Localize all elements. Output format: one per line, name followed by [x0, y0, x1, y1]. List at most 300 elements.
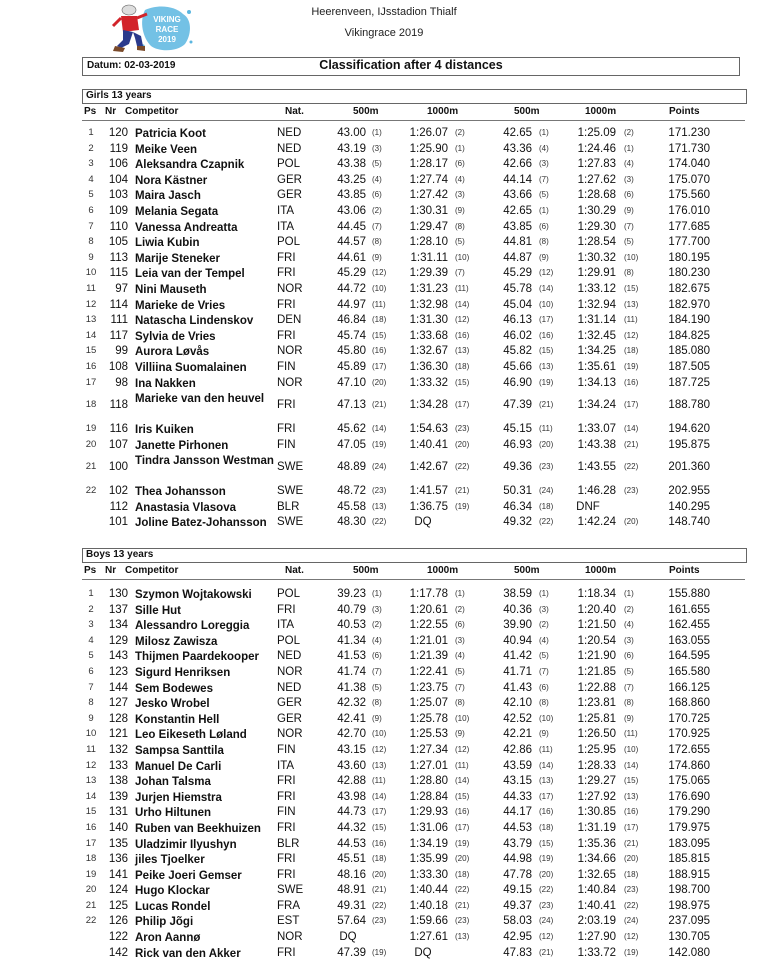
rank-1000m-1-cell: (2) [455, 604, 465, 614]
time-1000m-2-cell: 1:34.66 [577, 853, 616, 866]
time-1000m-2-cell: 1:27.90 [577, 931, 616, 944]
bib-number-cell: 118 [109, 399, 128, 412]
col-1000m-1: 1000m [427, 565, 459, 576]
table-row [0, 744, 768, 760]
time-1000m-1-cell: 1:30.31 [409, 204, 448, 217]
table-row [0, 205, 768, 221]
bib-number-cell: 125 [108, 899, 128, 912]
bib-number-cell: 121 [108, 728, 128, 741]
time-1000m-1-cell: 1:27.34 [409, 743, 448, 756]
competitor-name-cell: Hugo Klockar [135, 885, 210, 898]
rank-1000m-2-cell: (1) [624, 589, 634, 598]
time-1000m-1-cell: 1:32.67 [409, 345, 448, 358]
title-box [82, 57, 740, 76]
rank-1000m-1-cell: (23) [455, 424, 470, 434]
rank-500m-2-cell: (6) [539, 682, 549, 692]
time-500m-2-cell: 41.71 [503, 665, 532, 678]
page-title: Classification after 4 distances [319, 58, 503, 72]
position-cell: 17 [85, 376, 97, 388]
time-500m-1-cell: 44.53 [337, 837, 366, 850]
rank-1000m-1-cell: (12) [455, 315, 470, 325]
position-cell: 13 [85, 314, 97, 326]
rank-1000m-2-cell: (10) [624, 744, 639, 754]
points-cell: 130.705 [668, 931, 710, 944]
table-row [0, 158, 768, 174]
category-header-boys [82, 548, 747, 563]
time-1000m-1-cell: 1:36.75 [409, 500, 448, 513]
time-1000m-2-cell: 1:34.25 [577, 345, 616, 358]
table-row [0, 221, 768, 237]
rank-1000m-2-cell: (10) [624, 252, 639, 262]
time-500m-2-cell: 43.85 [503, 220, 532, 233]
nationality-cell: ITA [277, 220, 295, 233]
time-500m-2-cell: 43.66 [503, 189, 532, 202]
rank-500m-1-cell: (11) [372, 776, 386, 786]
rank-1000m-1-cell: (14) [455, 776, 470, 786]
rank-500m-1-cell: (23) [372, 916, 387, 926]
points-cell: 162.455 [668, 619, 710, 632]
rank-1000m-1-cell: (12) [455, 744, 470, 754]
rank-500m-2-cell: (3) [539, 159, 549, 169]
nationality-cell: POL [277, 634, 301, 647]
points-cell: 185.815 [668, 853, 710, 866]
competitor-name-cell: Thea Johansson [135, 486, 226, 499]
points-cell: 175.070 [668, 173, 710, 186]
rank-1000m-1-cell: (11) [455, 760, 469, 770]
nationality-cell: NED [277, 127, 302, 139]
results-table-girls [0, 127, 768, 532]
bib-number-cell: 132 [108, 743, 128, 756]
time-1000m-1-cell: 1:33.30 [409, 868, 448, 881]
time-1000m-1-cell: 1:40.18 [409, 899, 448, 912]
bib-number-cell: 106 [108, 158, 128, 171]
points-cell: 140.295 [668, 500, 710, 513]
rank-500m-2-cell: (13) [539, 776, 554, 786]
bib-number-cell: 140 [108, 821, 128, 834]
time-500m-2-cell: 40.36 [503, 603, 532, 616]
nationality-cell: NOR [277, 345, 303, 358]
rank-1000m-1-cell: (15) [455, 377, 470, 387]
points-cell: 201.360 [668, 461, 710, 474]
rank-1000m-2-cell: (6) [624, 651, 634, 661]
table-row [0, 454, 768, 485]
svg-text:RACE: RACE [155, 25, 179, 34]
time-500m-1-cell: 44.97 [337, 298, 366, 311]
time-500m-1-cell: 48.30 [337, 516, 366, 529]
rank-500m-1-cell: (3) [372, 604, 382, 614]
rank-500m-2-cell: (14) [539, 760, 554, 770]
rank-1000m-2-cell: (4) [624, 159, 634, 169]
rank-500m-2-cell: (10) [539, 299, 554, 309]
bib-number-cell: 142 [108, 946, 128, 959]
rank-500m-1-cell: (11) [372, 299, 386, 309]
rank-1000m-2-cell: (6) [624, 190, 634, 200]
rank-1000m-2-cell: (5) [624, 666, 634, 676]
rank-1000m-2-cell: (7) [624, 682, 634, 692]
position-cell: 3 [88, 619, 94, 631]
time-500m-1-cell: 48.89 [337, 461, 366, 474]
position-cell: 14 [85, 790, 97, 802]
bib-number-cell: 108 [108, 360, 128, 373]
bib-number-cell: 97 [115, 282, 128, 295]
bib-number-cell: 126 [108, 915, 128, 928]
competitor-name-cell: Anastasia Vlasova [135, 501, 237, 514]
rank-500m-1-cell: (19) [372, 439, 387, 449]
column-headers-boys [82, 564, 745, 580]
bib-number-cell: 114 [109, 298, 128, 311]
rank-1000m-1-cell: (9) [455, 729, 465, 739]
time-1000m-1-cell: 1:28.17 [409, 158, 448, 171]
table-row [0, 728, 768, 744]
nationality-cell: FRI [277, 603, 296, 616]
time-500m-2-cell: 49.32 [503, 516, 532, 529]
time-500m-1-cell: 43.06 [337, 204, 366, 217]
time-1000m-1-cell: 1:31.30 [409, 314, 448, 327]
rank-1000m-1-cell: (19) [455, 501, 470, 511]
svg-text:2019: 2019 [158, 35, 176, 44]
rank-1000m-1-cell: (8) [455, 221, 465, 231]
time-1000m-1-cell: 1:27.74 [409, 173, 448, 186]
col-nr: Nr [105, 565, 117, 576]
bib-number-cell: 101 [108, 516, 128, 529]
time-500m-1-cell: 42.88 [337, 775, 366, 788]
points-cell: 179.975 [668, 821, 710, 834]
rank-1000m-2-cell: (11) [624, 729, 638, 739]
competitor-name-cell: Marieke van den heuvel [135, 393, 265, 406]
nationality-cell: FRA [277, 899, 300, 912]
rank-1000m-1-cell: (14) [455, 299, 470, 309]
col-competitor: Competitor [125, 106, 179, 117]
rank-500m-1-cell: (17) [372, 807, 387, 817]
competitor-name-cell: Konstantin Hell [135, 713, 220, 726]
category-label: Girls 13 years [86, 90, 152, 101]
rank-1000m-1-cell: (16) [455, 330, 470, 340]
time-500m-1-cell: 43.15 [337, 743, 366, 756]
rank-500m-2-cell: (6) [539, 221, 549, 231]
rank-1000m-1-cell: (5) [455, 666, 465, 676]
position-cell: 8 [88, 697, 94, 709]
time-500m-2-cell: 44.87 [503, 251, 532, 264]
rank-500m-2-cell: (8) [539, 698, 549, 708]
position-cell: 16 [85, 821, 97, 833]
rank-1000m-2-cell: (7) [624, 221, 634, 231]
rank-1000m-2-cell: (23) [624, 885, 639, 895]
rank-500m-1-cell: (16) [372, 838, 387, 848]
position-cell: 18 [85, 853, 97, 865]
rank-500m-1-cell: (22) [372, 517, 387, 527]
table-row [0, 516, 768, 532]
competitor-name-cell: Rick van den Akker [135, 947, 241, 960]
bib-number-cell: 120 [108, 127, 128, 139]
rank-1000m-1-cell: (21) [455, 486, 470, 496]
rank-500m-2-cell: (14) [539, 283, 554, 293]
position-cell: 17 [85, 837, 97, 849]
rank-1000m-2-cell: (18) [624, 869, 639, 879]
time-500m-1-cell: 46.84 [337, 314, 366, 327]
time-1000m-2-cell: 1:33.12 [577, 282, 616, 295]
time-500m-1-cell: 49.31 [337, 899, 366, 912]
time-1000m-1-cell: 1:33.32 [409, 376, 448, 389]
time-1000m-2-cell: 1:22.88 [577, 681, 616, 694]
col-500m-2: 500m [514, 565, 540, 576]
bib-number-cell: 99 [115, 345, 128, 358]
time-500m-1-cell: 45.62 [337, 423, 366, 436]
competitor-name-cell: Aurora Løvås [135, 346, 210, 359]
points-cell: 188.915 [668, 868, 710, 881]
competitor-name-cell: Sampsa Santtila [135, 744, 224, 757]
rank-500m-1-cell: (20) [372, 377, 387, 387]
time-1000m-2-cell: 1:27.92 [577, 790, 616, 803]
nationality-cell: NED [277, 650, 302, 663]
time-1000m-1-cell: 1:17.78 [409, 588, 448, 600]
col-nat: Nat. [285, 565, 304, 576]
nationality-cell: GER [277, 173, 302, 186]
position-cell: 19 [85, 423, 97, 435]
time-500m-1-cell: 48.91 [337, 884, 366, 897]
rank-500m-2-cell: (11) [539, 424, 553, 434]
table-row [0, 361, 768, 377]
table-row [0, 485, 768, 501]
time-500m-2-cell: 42.66 [503, 158, 532, 171]
time-1000m-2-cell: 1:32.65 [577, 868, 616, 881]
rank-1000m-1-cell: (7) [455, 268, 465, 278]
col-500m-1: 500m [353, 565, 379, 576]
rank-1000m-1-cell: (17) [455, 400, 470, 410]
table-row [0, 682, 768, 698]
points-cell: 168.860 [668, 697, 710, 710]
rank-1000m-2-cell: (13) [624, 791, 639, 801]
time-1000m-1-cell: DQ [414, 516, 432, 529]
competitor-name-cell: Urho Hiltunen [135, 807, 212, 820]
bib-number-cell: 131 [108, 806, 128, 819]
time-500m-1-cell: 47.39 [337, 946, 366, 959]
nationality-cell: GER [277, 189, 302, 202]
position-cell: 21 [85, 461, 97, 473]
rank-1000m-1-cell: (9) [455, 205, 465, 215]
time-500m-1-cell: 40.53 [337, 619, 366, 632]
competitor-name-cell: Uladzimir Ilyushyn [135, 838, 237, 851]
table-row [0, 252, 768, 268]
bib-number-cell: 133 [108, 759, 128, 772]
time-500m-2-cell: 49.37 [503, 899, 532, 912]
bib-number-cell: 117 [109, 329, 128, 342]
competitor-name-cell: Lucas Rondel [135, 900, 211, 913]
points-cell: 171.730 [668, 142, 710, 155]
bib-number-cell: 109 [108, 204, 128, 217]
rank-500m-2-cell: (15) [539, 346, 554, 356]
rank-500m-1-cell: (6) [372, 190, 382, 200]
time-1000m-1-cell: 1:42.67 [409, 461, 448, 474]
points-cell: 142.080 [668, 946, 710, 959]
bib-number-cell: 104 [108, 173, 128, 186]
time-1000m-1-cell: 1:22.55 [409, 619, 448, 632]
time-1000m-1-cell: 1:23.75 [409, 681, 448, 694]
time-500m-1-cell: 44.45 [337, 220, 366, 233]
rank-1000m-1-cell: (10) [455, 252, 470, 262]
rank-500m-2-cell: (23) [539, 900, 554, 910]
bib-number-cell: 136 [108, 853, 128, 866]
nationality-cell: EST [277, 915, 300, 928]
table-row [0, 806, 768, 822]
time-500m-1-cell: 45.58 [337, 500, 366, 513]
competitor-name-cell: Aleksandra Czapnik [135, 159, 245, 172]
time-500m-2-cell: 45.15 [503, 423, 532, 436]
category-header-girls [82, 89, 747, 104]
time-1000m-1-cell: 1:28.10 [409, 236, 448, 249]
position-cell: 9 [88, 712, 94, 724]
competitor-name-cell: Liwia Kubin [135, 237, 200, 250]
time-1000m-2-cell: 1:42.24 [577, 516, 616, 529]
position-cell: 11 [86, 743, 96, 755]
time-500m-1-cell: 42.32 [337, 697, 366, 710]
rank-500m-2-cell: (9) [539, 729, 549, 739]
rank-500m-2-cell: (12) [539, 268, 554, 278]
competitor-name-cell: Joline Batez-Johansson [135, 517, 267, 530]
col-nr: Nr [105, 106, 117, 117]
position-cell: 16 [85, 360, 97, 372]
time-500m-1-cell: DQ [339, 931, 357, 944]
position-cell: 14 [85, 329, 97, 341]
rank-500m-1-cell: (21) [372, 400, 387, 410]
nationality-cell: GER [277, 697, 302, 710]
time-500m-2-cell: 41.42 [503, 650, 532, 663]
time-500m-2-cell: 42.95 [503, 931, 532, 944]
bib-number-cell: 116 [109, 423, 128, 436]
table-row [0, 588, 768, 604]
position-cell: 5 [88, 189, 94, 201]
points-cell: 172.655 [668, 743, 710, 756]
time-500m-1-cell: 45.80 [337, 345, 366, 358]
competitor-name-cell: Iris Kuiken [135, 424, 194, 437]
rank-500m-1-cell: (10) [372, 283, 387, 293]
bib-number-cell: 105 [108, 236, 128, 249]
rank-1000m-2-cell: (15) [624, 283, 639, 293]
time-1000m-2-cell: 2:03.19 [577, 915, 616, 928]
col-ps: Ps [84, 106, 97, 117]
position-cell: 19 [85, 868, 97, 880]
rank-500m-1-cell: (7) [372, 666, 382, 676]
rank-500m-2-cell: (15) [539, 838, 554, 848]
competitor-name-cell: Ruben van Beekhuizen [135, 822, 261, 835]
time-500m-2-cell: 49.15 [503, 884, 532, 897]
table-row [0, 283, 768, 299]
time-1000m-1-cell: 1:25.53 [409, 728, 448, 741]
rank-500m-2-cell: (16) [539, 807, 554, 817]
time-1000m-2-cell: 1:40.84 [577, 884, 616, 897]
rank-1000m-2-cell: (12) [624, 330, 639, 340]
points-cell: 184.825 [668, 329, 710, 342]
time-500m-1-cell: 48.72 [337, 485, 366, 498]
time-500m-1-cell: 44.61 [337, 251, 366, 264]
points-cell: 237.095 [668, 915, 710, 928]
competitor-name-cell: Maira Jasch [135, 190, 201, 203]
time-500m-2-cell: 43.36 [503, 142, 532, 155]
table-row [0, 822, 768, 838]
time-1000m-2-cell: 1:24.46 [577, 142, 616, 155]
competitor-name-cell: Milosz Zawisza [135, 635, 218, 648]
bib-number-cell: 103 [108, 189, 128, 202]
position-cell: 2 [88, 142, 94, 154]
rank-500m-1-cell: (3) [372, 143, 382, 153]
rank-1000m-2-cell: (21) [624, 439, 639, 449]
rank-1000m-2-cell: (12) [624, 932, 639, 942]
bib-number-cell: 119 [109, 142, 128, 155]
competitor-name-cell: Natascha Lindenskov [135, 315, 254, 328]
nationality-cell: DEN [277, 314, 302, 327]
nationality-cell: FRI [277, 790, 296, 803]
time-500m-1-cell: 43.25 [337, 173, 366, 186]
rank-1000m-1-cell: (7) [455, 682, 465, 692]
points-cell: 175.560 [668, 189, 710, 202]
rank-500m-1-cell: (15) [372, 822, 387, 832]
bib-number-cell: 100 [108, 461, 128, 474]
rank-1000m-2-cell: (9) [624, 205, 634, 215]
time-500m-2-cell: 45.04 [503, 298, 532, 311]
competitor-name-cell: Johan Talsma [135, 776, 211, 789]
rank-500m-1-cell: (1) [372, 589, 382, 598]
time-500m-2-cell: 44.33 [503, 790, 532, 803]
rank-500m-1-cell: (17) [372, 361, 387, 371]
time-500m-2-cell: 42.52 [503, 712, 532, 725]
rank-1000m-2-cell: (19) [624, 947, 639, 957]
rank-500m-2-cell: (7) [539, 174, 549, 184]
bib-number-cell: 113 [109, 251, 128, 264]
bib-number-cell: 137 [108, 603, 128, 616]
rank-500m-1-cell: (9) [372, 252, 382, 262]
table-row [0, 267, 768, 283]
nationality-cell: FRI [277, 946, 296, 959]
rank-500m-1-cell: (19) [372, 947, 387, 957]
rank-500m-2-cell: (22) [539, 885, 554, 895]
table-row [0, 314, 768, 330]
time-500m-2-cell: 46.34 [503, 500, 532, 513]
rank-1000m-2-cell: (3) [624, 174, 634, 184]
table-row [0, 299, 768, 315]
points-cell: 188.780 [668, 399, 710, 412]
rank-1000m-1-cell: (6) [455, 620, 465, 630]
rank-1000m-2-cell: (15) [624, 776, 639, 786]
time-1000m-2-cell: 1:43.38 [577, 438, 616, 451]
rank-500m-2-cell: (16) [539, 330, 554, 340]
points-cell: 194.620 [668, 423, 710, 436]
time-1000m-2-cell: 1:30.85 [577, 806, 616, 819]
rank-500m-1-cell: (14) [372, 791, 387, 801]
competitor-name-cell: Vanessa Andreatta [135, 221, 238, 234]
table-row [0, 900, 768, 916]
rank-1000m-2-cell: (17) [624, 400, 639, 410]
rank-1000m-2-cell: (22) [624, 462, 639, 472]
competitor-name-cell: Thijmen Paardekooper [135, 651, 259, 664]
time-500m-1-cell: 39.23 [337, 588, 366, 600]
time-500m-2-cell: 42.65 [503, 204, 532, 217]
time-1000m-1-cell: DQ [414, 946, 432, 959]
time-500m-2-cell: 46.13 [503, 314, 532, 327]
nationality-cell: FRI [277, 821, 296, 834]
time-500m-2-cell: 45.29 [503, 267, 532, 280]
time-1000m-2-cell: 1:28.68 [577, 189, 616, 202]
time-1000m-1-cell: 1:25.07 [409, 697, 448, 710]
rank-1000m-2-cell: (14) [624, 424, 639, 434]
time-500m-1-cell: 43.60 [337, 759, 366, 772]
points-cell: 198.700 [668, 884, 710, 897]
time-1000m-2-cell: 1:29.27 [577, 775, 616, 788]
rank-500m-1-cell: (8) [372, 237, 382, 247]
table-row [0, 650, 768, 666]
nationality-cell: NOR [277, 931, 303, 944]
rank-500m-2-cell: (24) [539, 486, 554, 496]
rank-1000m-2-cell: (2) [624, 604, 634, 614]
time-1000m-1-cell: 1:28.80 [409, 775, 448, 788]
